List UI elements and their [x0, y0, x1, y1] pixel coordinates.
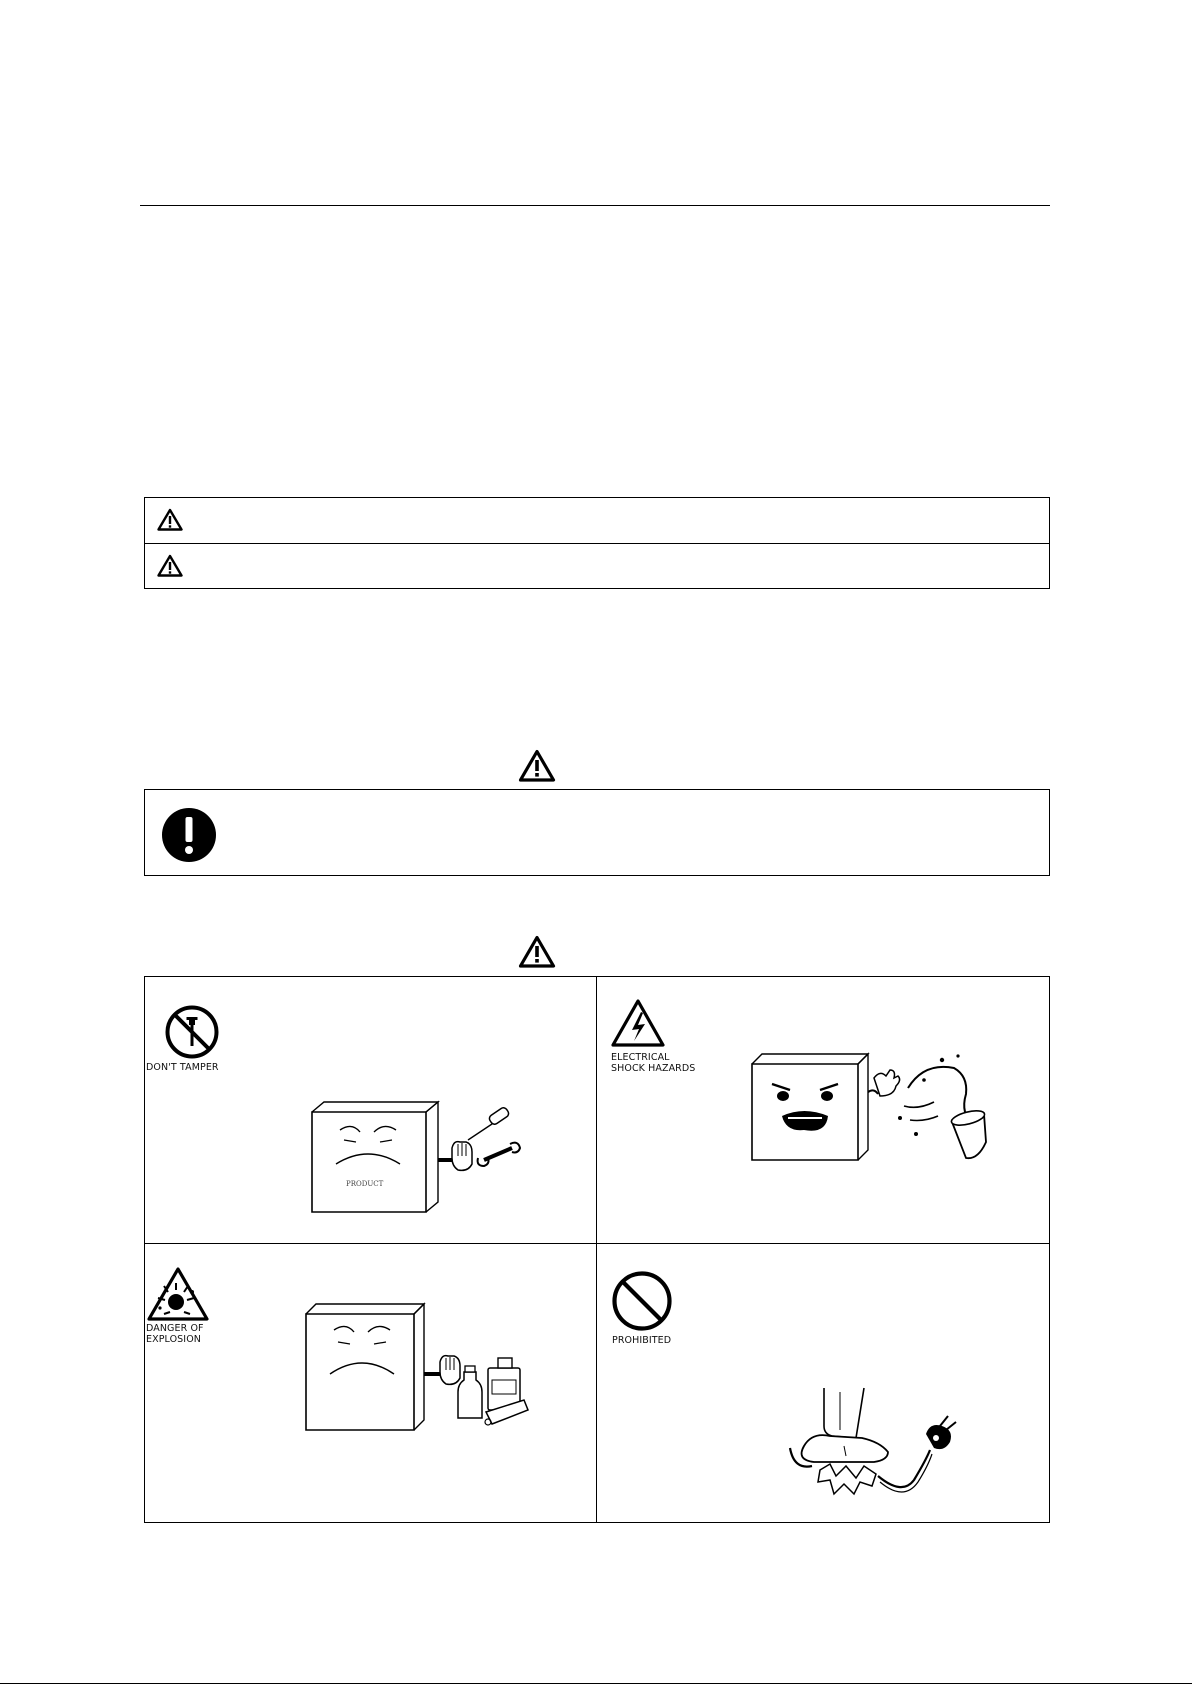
- warning-triangle-icon: [157, 554, 183, 577]
- hazard-label: DANGER OF EXPLOSION: [146, 1323, 204, 1345]
- exclamation-circle-icon: [161, 807, 217, 863]
- hazard-label: DON'T TAMPER: [146, 1062, 219, 1073]
- shocked-box-illustration: [748, 1048, 996, 1168]
- product-box-illustration: [308, 1100, 528, 1216]
- hazard-label: ELECTRICAL SHOCK HAZARDS: [611, 1052, 696, 1074]
- legend-row-warning: [145, 498, 1049, 544]
- warning-legend-table: [144, 497, 1050, 589]
- dont-tamper-icon: [164, 1004, 220, 1060]
- explosion-icon: [146, 1266, 210, 1322]
- electrical-shock-icon: [610, 998, 666, 1048]
- grid-divider: [144, 1243, 1050, 1244]
- warning-triangle-icon: [518, 749, 556, 782]
- legend-row-caution: [145, 544, 1049, 589]
- grid-divider: [596, 976, 597, 1523]
- page-bottom-edge: [0, 1683, 1192, 1684]
- product-text: PRODUCT: [346, 1180, 384, 1188]
- warning-triangle-icon: [157, 508, 183, 531]
- stepping-on-cord-illustration: [784, 1386, 962, 1508]
- hazard-label: PROHIBITED: [612, 1335, 672, 1346]
- warning-triangle-icon: [518, 935, 556, 968]
- prohibited-icon: [611, 1270, 673, 1332]
- header-rule: [140, 205, 1050, 206]
- chemicals-box-illustration: [302, 1300, 534, 1434]
- mandatory-notice-box: [144, 789, 1050, 876]
